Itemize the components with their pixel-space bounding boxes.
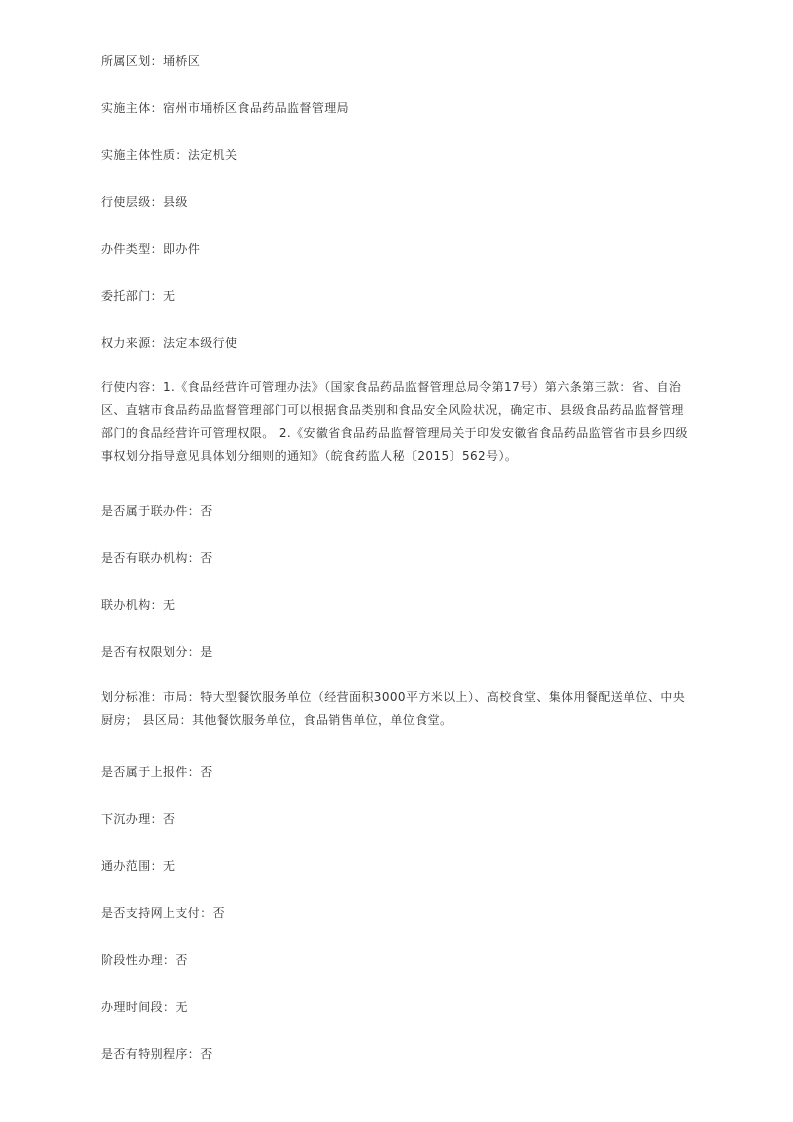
field-staged-handling <box>101 953 681 967</box>
field-label: 办件类型： <box>101 242 164 256</box>
field-label: 是否有联办机构： <box>101 551 201 565</box>
field-level <box>101 195 681 209</box>
paragraph-line: 部门的食品经营许可管理权限。 2.《安徽省食品药品监督管理局关于印发安徽省食品药品监管省市县乡四级 <box>101 426 688 440</box>
field-label: 实施主体性质： <box>101 148 188 162</box>
field-label: 行使层级： <box>101 195 164 209</box>
field-value: 县级 <box>163 195 188 209</box>
field-value: 无 <box>163 859 176 873</box>
field-value: 否 <box>200 765 213 779</box>
field-reported-case <box>101 765 681 779</box>
field-has-division <box>101 645 681 659</box>
field-sink-handling <box>101 812 681 826</box>
field-division-standard <box>101 686 686 732</box>
field-label: 委托部门： <box>101 289 164 303</box>
field-label: 所属区划： <box>101 54 164 68</box>
field-handling-time <box>101 1000 681 1014</box>
field-exercise-content <box>101 376 688 468</box>
field-online-payment <box>101 906 681 920</box>
field-value: 埇桥区 <box>163 54 201 68</box>
field-value: 是 <box>200 645 213 659</box>
field-value: 即办件 <box>163 242 201 256</box>
field-value: 否 <box>200 1047 213 1061</box>
field-value: 否 <box>163 812 176 826</box>
field-has-joint-agency <box>101 551 681 565</box>
field-label: 是否有权限划分： <box>101 645 201 659</box>
field-value: 否 <box>212 906 226 920</box>
field-label: 办理时间段： <box>101 1000 176 1014</box>
field-label: 下沉办理： <box>101 812 164 826</box>
paragraph-line: 厨房； 县区局：其他餐饮服务单位，食品销售单位，单位食堂。 <box>101 713 453 727</box>
paragraph-line: 划分标准：市局：特大型餐饮服务单位（经营面积3000平方米以上）、高校食堂、集体用餐配送单位、中央 <box>101 690 686 704</box>
paragraph-line: 区、直辖市食品药品监督管理部门可以根据食品类别和食品安全风险状况，确定市、县级食品药品监督管理 <box>101 403 684 417</box>
field-value: 无 <box>163 598 176 612</box>
field-joint-agency <box>101 598 681 612</box>
field-value: 宿州市埇桥区食品药品监督管理局 <box>163 101 350 115</box>
field-value: 无 <box>175 1000 188 1014</box>
field-power-source <box>101 336 681 350</box>
field-implementing-body <box>101 101 681 115</box>
field-special-procedure <box>101 1047 681 1061</box>
field-label: 是否支持网上支付： <box>101 906 213 920</box>
field-value: 法定本级行使 <box>163 336 238 350</box>
field-body-nature <box>101 148 681 162</box>
field-label: 通办范围： <box>101 859 164 873</box>
field-value: 法定机关 <box>187 148 238 162</box>
field-value: 无 <box>163 289 176 303</box>
field-label: 是否属于联办件： <box>101 504 201 518</box>
field-joint-case <box>101 504 681 518</box>
field-label: 实施主体： <box>101 101 164 115</box>
field-label: 是否属于上报件： <box>101 765 201 779</box>
field-label: 是否有特别程序： <box>101 1047 201 1061</box>
field-general-scope <box>101 859 681 873</box>
field-delegated-dept <box>101 289 681 303</box>
field-label: 阶段性办理： <box>101 953 176 967</box>
field-value: 否 <box>175 953 188 967</box>
field-case-type <box>101 242 681 256</box>
field-label: 权力来源： <box>101 336 164 350</box>
field-value: 否 <box>200 551 213 565</box>
paragraph-line: 事权划分指导意见具体划分细则的通知》（皖食药监人秘〔2015〕562号）。 <box>101 449 518 463</box>
field-region <box>101 54 681 68</box>
field-label: 联办机构： <box>101 598 164 612</box>
field-value: 否 <box>200 504 213 518</box>
paragraph-line: 行使内容：1.《食品经营许可管理办法》（国家食品药品监督管理总局令第17号）第六条第三款：省、自治 <box>101 380 682 394</box>
